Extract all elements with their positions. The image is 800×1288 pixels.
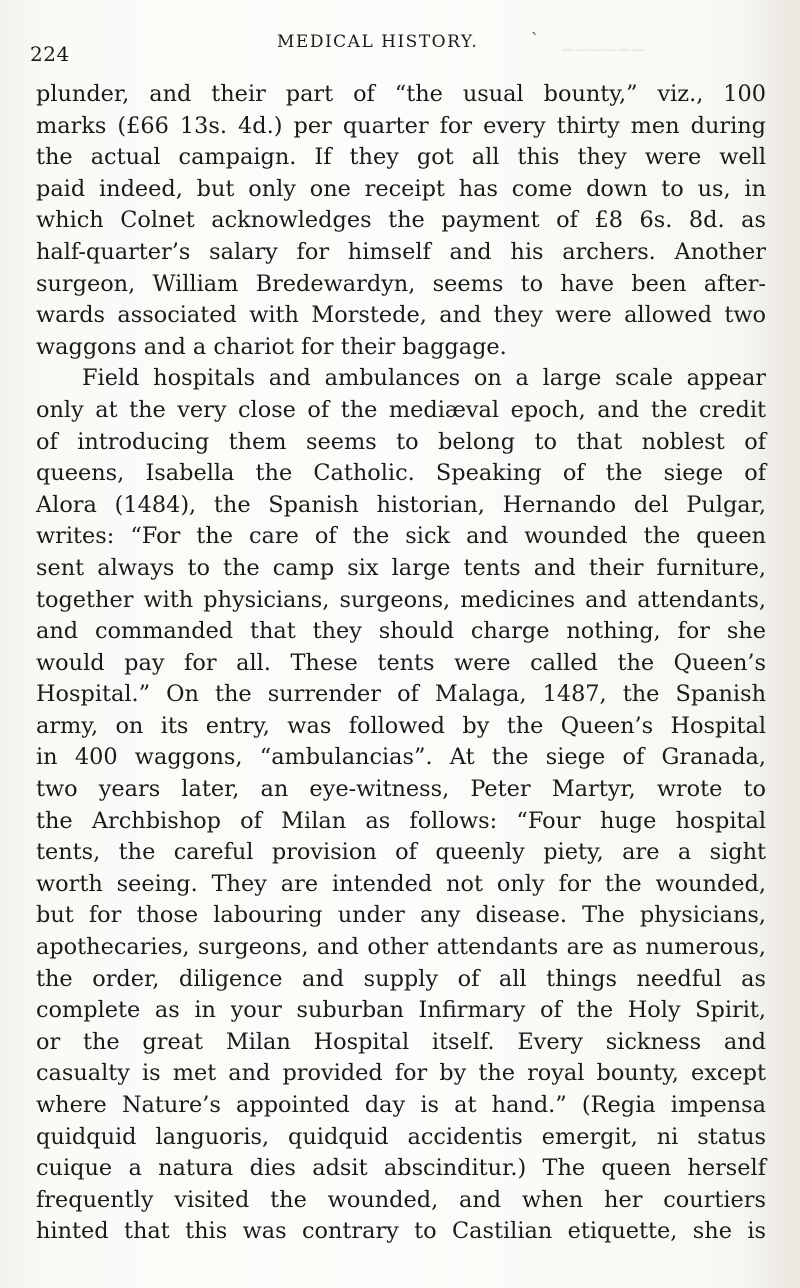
text-line: two years later, an eye-witness, Peter Martyr, wrote to [36, 776, 766, 803]
stray-mark: ` [531, 30, 539, 49]
text-line: wards associated with Morstede, and they were allowed two [36, 302, 766, 329]
text-line: the actual campaign. If they got all this they were well [36, 144, 766, 171]
text-line: only at the very close of the mediæval epoch, and the credit [36, 396, 766, 423]
text-line: casualty is met and provided for by the royal bounty, except [36, 1060, 766, 1087]
running-head: MEDICAL HISTORY. [277, 32, 479, 52]
text-line: waggons and a chariot for their baggage. [36, 333, 507, 360]
text-line: would pay for all. These tents were called the Queen’s [36, 649, 766, 676]
text-line: in 400 waggons, “ambulancias”. At the siege of Granada, [36, 744, 766, 771]
text-line: together with physicians, surgeons, medicines and attendants, [36, 586, 766, 613]
bleed-through-shadow: ────── [560, 38, 645, 62]
text-line: hinted that this was contrary to Castilian etiquette, she is [36, 1218, 766, 1245]
text-line: the Archbishop of Milan as follows: “Four huge hospital [36, 807, 766, 834]
text-line: worth seeing. They are intended not only for the wounded, [36, 870, 766, 897]
body-text [36, 79, 766, 1248]
text-line: Alora (1484), the Spanish historian, Hernando del Pulgar, [36, 491, 766, 518]
text-line: surgeon, William Bredewardyn, seems to have been after- [36, 270, 766, 297]
text-line: the order, diligence and supply of all things needful as [36, 965, 766, 992]
text-line: but for those labouring under any disease. The physicians, [36, 902, 766, 929]
text-line: tents, the careful provision of queenly piety, are a sight [36, 839, 766, 866]
text-line: of introducing them seems to belong to that noblest of [36, 428, 766, 455]
text-line: Hospital.” On the surrender of Malaga, 1487, the Spanish [36, 681, 766, 708]
text-line: army, on its entry, was followed by the Queen’s Hospital [36, 712, 766, 739]
text-line: or the great Milan Hospital itself. Every sickness and [36, 1028, 766, 1055]
text-line: paid indeed, but only one receipt has come down to us, in [36, 175, 766, 202]
text-line: writes: “For the care of the sick and wounded the queen [36, 523, 766, 550]
text-line: cuique a natura dies adsit abscinditur.) The queen herself [36, 1155, 766, 1182]
text-line: queens, Isabella the Catholic. Speaking of the siege of [36, 460, 766, 487]
text-line: sent always to the camp six large tents and their furniture, [36, 554, 766, 581]
text-line: which Colnet acknowledges the payment of £8 6s. 8d. as [36, 207, 766, 234]
text-line: complete as in your suburban Infirmary of the Holy Spirit, [36, 997, 766, 1024]
text-line: frequently visited the wounded, and when her courtiers [36, 1186, 766, 1213]
page-header [0, 30, 800, 64]
text-line: and commanded that they should charge nothing, for she [36, 618, 766, 645]
text-line: Field hospitals and ambulances on a large scale appear [82, 365, 766, 392]
text-line: apothecaries, surgeons, and other attendants are as numerous, [36, 934, 766, 961]
page-number: 224 [30, 42, 70, 66]
text-line: quidquid languoris, quidquid accidentis emergit, ni status [36, 1123, 766, 1150]
text-line: where Nature’s appointed day is at hand.” (Regia impensa [36, 1092, 766, 1118]
text-line: plunder, and their part of “the usual bounty,” viz., 100 [36, 81, 766, 107]
text-line: marks (£66 13s. 4d.) per quarter for every thirty men during [36, 112, 766, 139]
text-line: half-quarter’s salary for himself and his archers. Another [36, 238, 766, 265]
